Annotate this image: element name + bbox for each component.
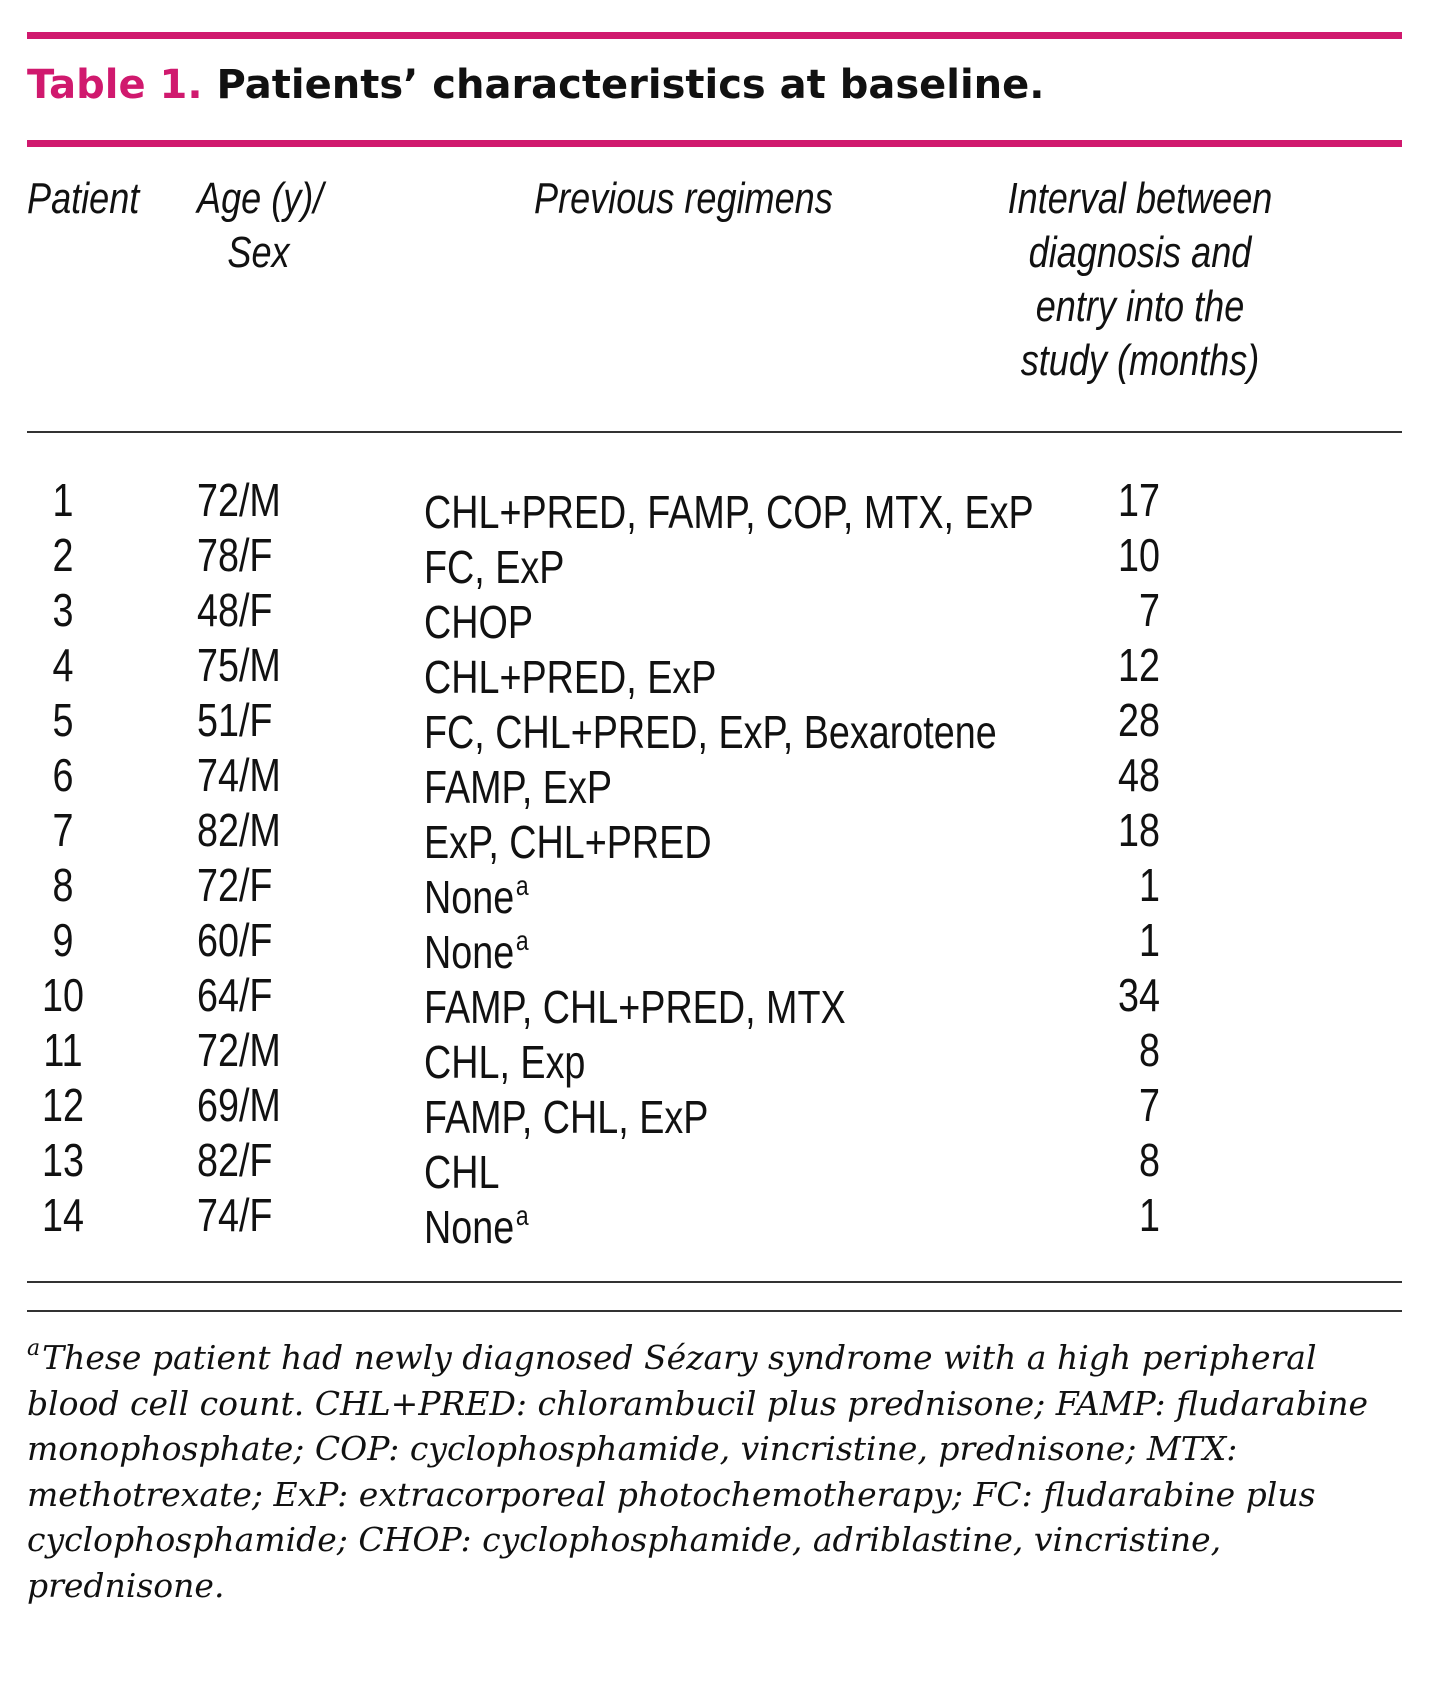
cell-age-sex: [197, 968, 272, 1023]
cell-interval-text: 34: [1118, 969, 1160, 1021]
cell-age-sex: [197, 638, 281, 693]
cell-interval: [1078, 803, 1160, 858]
cell-interval-text: 8: [1139, 1134, 1160, 1186]
table-row: [0, 638, 1429, 703]
cell-age-sex: [197, 693, 272, 748]
cell-interval: [1078, 1188, 1160, 1243]
cell-age-sex-text: 78/F: [197, 529, 273, 581]
cell-interval: [1078, 528, 1160, 583]
cell-interval-text: 17: [1118, 474, 1160, 526]
cell-interval: [1078, 968, 1160, 1023]
title-accent-rule: [27, 140, 1402, 147]
cell-patient-text: 6: [52, 749, 74, 801]
cell-age-sex-text: 74/F: [197, 1189, 273, 1241]
column-header-patient: Patient: [27, 174, 140, 223]
cell-age-sex: [197, 1133, 272, 1188]
table-body: [0, 473, 1429, 1253]
table-row: [0, 968, 1429, 1033]
cell-patient: [33, 583, 92, 638]
table-row: [0, 473, 1429, 538]
cell-patient-text: 13: [42, 1134, 84, 1186]
table-caption: Patients’ characteristics at baseline.: [216, 62, 1045, 108]
cell-interval: [1078, 638, 1160, 693]
cell-age-sex: [197, 583, 272, 638]
header-divider: [27, 431, 1402, 433]
column-header-interval-line: Interval between: [1007, 174, 1273, 223]
table-title: [27, 62, 1044, 108]
cell-age-sex: [197, 803, 281, 858]
table-row: [0, 1133, 1429, 1198]
cell-age-sex: [197, 1078, 281, 1133]
cell-patient-text: 7: [52, 804, 74, 856]
table-row: [0, 913, 1429, 978]
cell-age-sex-text: 48/F: [197, 584, 273, 636]
cell-interval: [1078, 913, 1160, 968]
cell-interval: [1078, 693, 1160, 748]
cell-interval-text: 48: [1118, 749, 1160, 801]
cell-age-sex: [197, 473, 281, 528]
cell-previous-regimens-text: None: [424, 926, 515, 978]
cell-patient: [33, 1188, 92, 1243]
cell-age-sex-text: 82/M: [197, 804, 281, 856]
table-row: [0, 693, 1429, 758]
table-row: [0, 803, 1429, 868]
cell-patient: [33, 638, 92, 693]
table-row: [0, 1023, 1429, 1088]
cell-interval-text: 8: [1139, 1024, 1160, 1076]
cell-age-sex-text: 75/M: [197, 639, 281, 691]
footnote-marker: a: [27, 1336, 41, 1361]
table-label: Table 1.: [27, 62, 203, 108]
footnote-reference: a: [515, 1200, 529, 1231]
cell-age-sex-text: 60/F: [197, 914, 273, 966]
table-row: [0, 858, 1429, 923]
column-header-interval-line: entry into the: [1035, 282, 1245, 331]
cell-interval-text: 10: [1118, 529, 1160, 581]
cell-patient-text: 9: [52, 914, 74, 966]
cell-age-sex: [197, 913, 272, 968]
cell-interval-text: 1: [1139, 859, 1160, 911]
table-row: [0, 528, 1429, 593]
cell-patient: [33, 1078, 92, 1133]
cell-patient-text: 11: [43, 1024, 83, 1076]
cell-interval-text: 7: [1139, 1079, 1160, 1131]
cell-previous-regimens-text: CHOP: [424, 596, 533, 648]
cell-interval-text: 1: [1139, 1189, 1160, 1241]
cell-age-sex: [197, 528, 272, 583]
cell-patient-text: 1: [52, 474, 74, 526]
cell-patient: [33, 858, 92, 913]
cell-interval-text: 18: [1118, 804, 1160, 856]
cell-age-sex-text: 51/F: [197, 694, 273, 746]
cell-interval: [1078, 1023, 1160, 1078]
cell-age-sex-text: 82/F: [197, 1134, 273, 1186]
cell-patient: [33, 803, 92, 858]
cell-previous-regimens-text: CHL: [424, 1146, 500, 1198]
cell-interval: [1078, 858, 1160, 913]
cell-interval: [1078, 748, 1160, 803]
cell-patient: [33, 693, 92, 748]
cell-age-sex: [197, 748, 281, 803]
cell-patient: [33, 1023, 92, 1078]
cell-interval: [1078, 583, 1160, 638]
cell-patient: [33, 748, 92, 803]
cell-age-sex-text: 72/M: [197, 474, 281, 526]
cell-patient: [33, 1133, 92, 1188]
cell-age-sex-text: 74/M: [197, 749, 281, 801]
cell-interval: [1078, 1133, 1160, 1188]
cell-age-sex-text: 72/M: [197, 1024, 281, 1076]
cell-interval-text: 12: [1118, 639, 1160, 691]
cell-patient-text: 3: [52, 584, 74, 636]
cell-age-sex: [197, 1188, 272, 1243]
table-footnote: [27, 1326, 1402, 1608]
cell-age-sex-text: 64/F: [197, 969, 273, 1021]
cell-interval-text: 28: [1118, 694, 1160, 746]
cell-patient-text: 10: [42, 969, 84, 1021]
cell-interval-text: 1: [1139, 914, 1160, 966]
table-bottom-rule: [27, 1281, 1402, 1283]
cell-previous-regimens-text: FC, CHL+PRED, ExP, Bexarotene: [424, 706, 997, 758]
cell-patient-text: 5: [52, 694, 74, 746]
cell-previous-regimens: [424, 1188, 529, 1255]
cell-previous-regimens-text: CHL+PRED, FAMP, COP, MTX, ExP: [424, 486, 1034, 538]
cell-age-sex: [197, 1023, 281, 1078]
cell-patient: [33, 968, 92, 1023]
table-row: [0, 1188, 1429, 1253]
cell-previous-regimens-text: FAMP, CHL, ExP: [424, 1091, 709, 1143]
cell-interval-text: 7: [1139, 584, 1160, 636]
table-row: [0, 1078, 1429, 1143]
cell-patient-text: 8: [52, 859, 74, 911]
cell-interval: [1078, 1078, 1160, 1133]
cell-previous-regimens-text: FAMP, ExP: [424, 761, 612, 813]
table-row: [0, 748, 1429, 813]
cell-previous-regimens-text: None: [424, 1201, 515, 1253]
cell-previous-regimens-text: FAMP, CHL+PRED, MTX: [424, 981, 846, 1033]
cell-previous-regimens-text: ExP, CHL+PRED: [424, 816, 712, 868]
cell-patient: [33, 473, 92, 528]
cell-patient: [33, 528, 92, 583]
column-header-previous-regimens: Previous regimens: [534, 174, 833, 223]
cell-patient-text: 14: [42, 1189, 84, 1241]
column-header-interval-line: diagnosis and: [1028, 228, 1252, 277]
column-header-interval: [1005, 172, 1276, 388]
cell-interval: [1078, 473, 1160, 528]
column-header-age-sex: [197, 172, 324, 280]
cell-previous-regimens-text: CHL+PRED, ExP: [424, 651, 717, 703]
footnote-reference: a: [515, 870, 529, 901]
cell-previous-regimens-text: CHL, Exp: [424, 1036, 586, 1088]
cell-patient-text: 12: [42, 1079, 84, 1131]
top-accent-rule: [27, 32, 1402, 39]
cell-previous-regimens-text: None: [424, 871, 515, 923]
cell-previous-regimens-text: FC, ExP: [424, 541, 565, 593]
table-row: [0, 583, 1429, 648]
cell-age-sex-text: 72/F: [197, 859, 273, 911]
cell-patient: [33, 913, 92, 968]
cell-patient-text: 4: [52, 639, 74, 691]
cell-age-sex-text: 69/M: [197, 1079, 281, 1131]
cell-age-sex: [197, 858, 272, 913]
footnote-text: These patient had newly diagnosed Sézary syndrome with a high peripheral blood cell count. CHL+PRED: chlorambucil plus prednisone; FAMP: fludarabine monophosphate; COP: cyclophosphamide, vincristine, prednisone; MTX: methotrexate; ExP: extracorporeal photochemotherapy; FC: fludarabine plus cyclophosphamide; CHOP: cyclophosphamide, adriblastine, vincristine, prednisone.: [27, 1338, 1369, 1605]
footnote-reference: a: [515, 925, 529, 956]
footnote-rule: [27, 1310, 1402, 1312]
cell-patient-text: 2: [52, 529, 74, 581]
column-header-interval-line: study (months): [1020, 336, 1260, 385]
column-header-sex-line: Sex: [227, 228, 290, 277]
column-header-age-line: Age (y)/: [197, 174, 324, 223]
